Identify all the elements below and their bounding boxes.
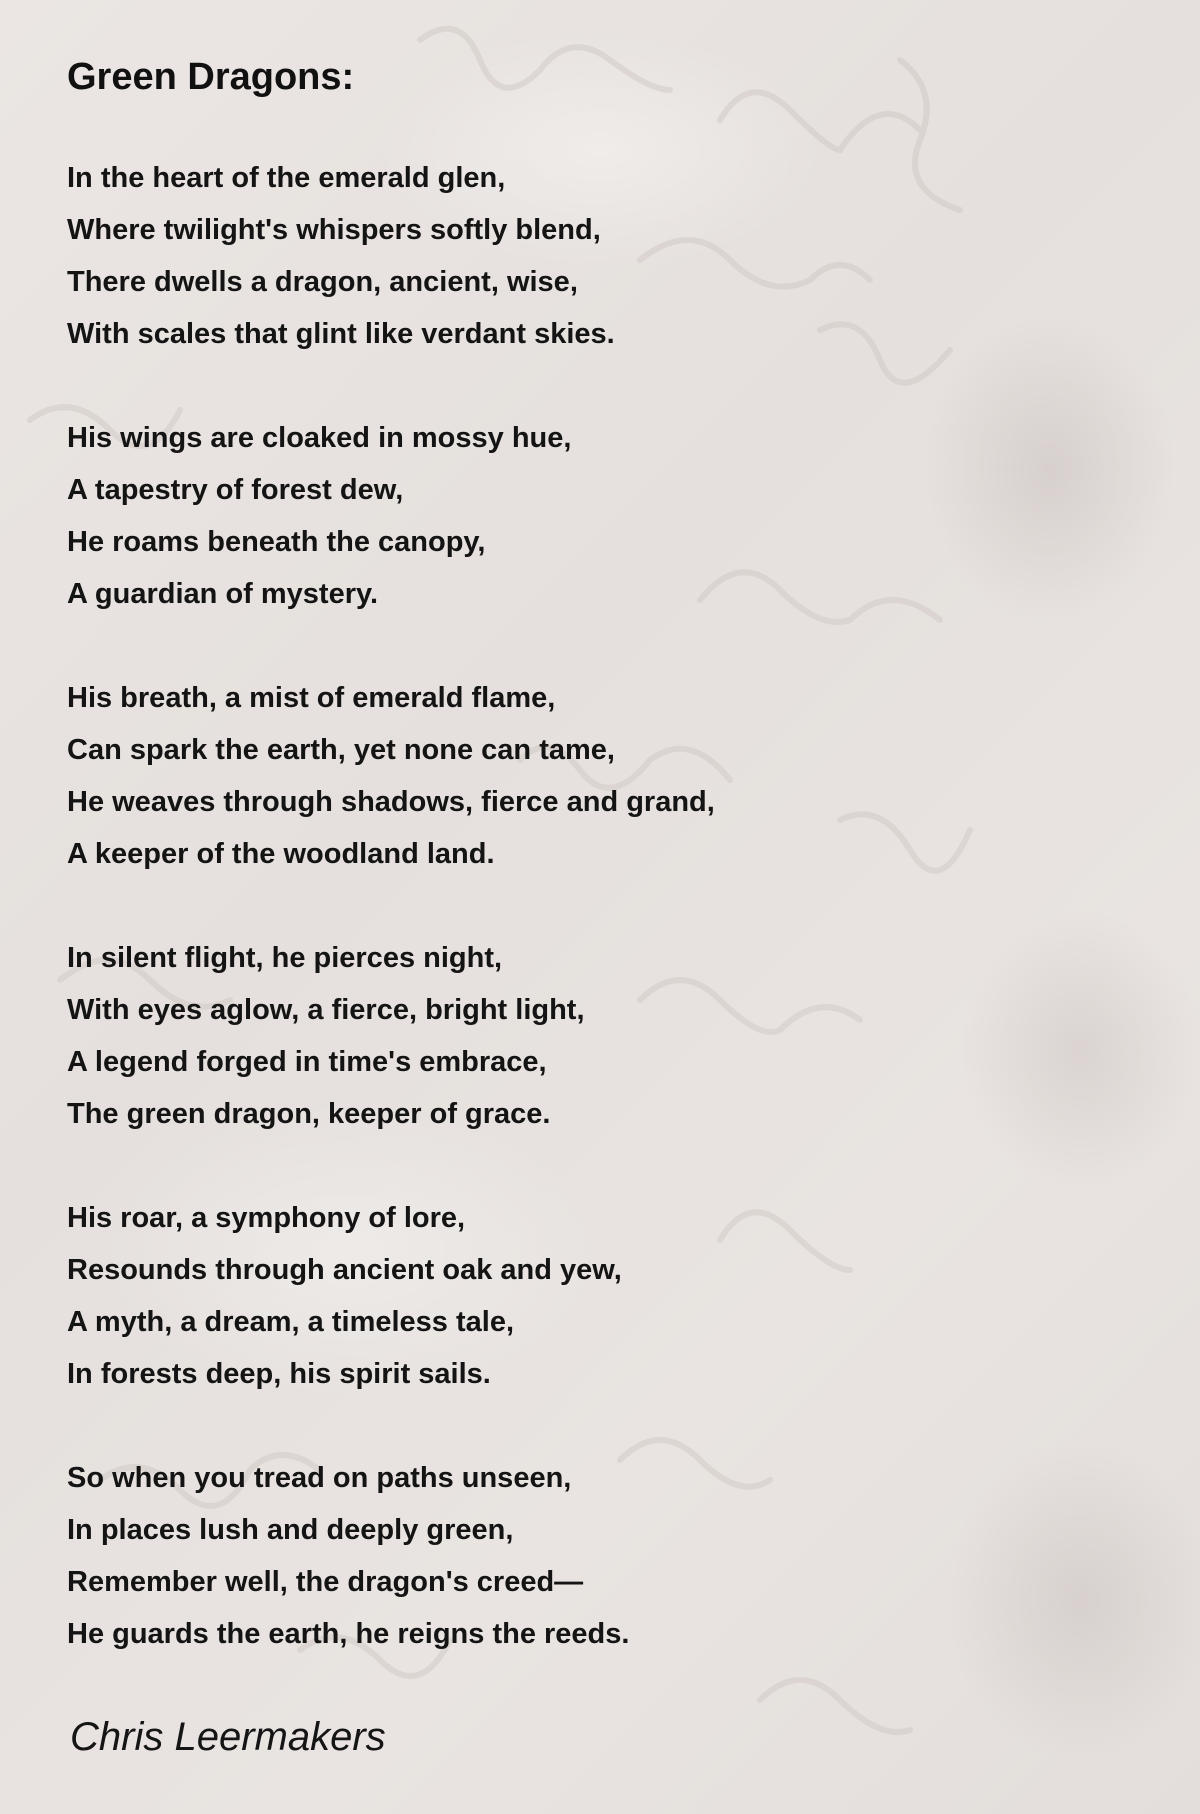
poem-line: A keeper of the woodland land. — [67, 838, 495, 870]
poem-line: The green dragon, keeper of grace. — [67, 1098, 551, 1130]
poem-line: Remember well, the dragon's creed— — [67, 1566, 584, 1598]
poem-line: So when you tread on paths unseen, — [67, 1462, 572, 1494]
poem-line: In places lush and deeply green, — [67, 1514, 514, 1546]
stanza-6 — [67, 1452, 1140, 1660]
poem-line: A myth, a dream, a timeless tale, — [67, 1306, 515, 1338]
poem-line: With scales that glint like verdant skies. — [67, 318, 615, 350]
poem-title: Green Dragons: — [67, 56, 355, 98]
poem-content — [67, 54, 1140, 1712]
poem-line: There dwells a dragon, ancient, wise, — [67, 266, 578, 298]
poem-line: He guards the earth, he reigns the reeds. — [67, 1618, 630, 1650]
stanza-4 — [67, 932, 1140, 1140]
poem-line: A legend forged in time's embrace, — [67, 1046, 547, 1078]
poem-line: His roar, a symphony of lore, — [67, 1202, 466, 1234]
poem-line: His wings are cloaked in mossy hue, — [67, 422, 572, 454]
poem-line: Can spark the earth, yet none can tame, — [67, 734, 615, 766]
poem-line: He weaves through shadows, fierce and grand, — [67, 786, 715, 818]
stanza-5 — [67, 1192, 1140, 1400]
poem-line: A guardian of mystery. — [67, 578, 379, 610]
poem-line: Where twilight's whispers softly blend, — [67, 214, 601, 246]
poem-line: In silent flight, he pierces night, — [67, 942, 503, 974]
poem-line: Resounds through ancient oak and yew, — [67, 1254, 622, 1286]
poem-line: A tapestry of forest dew, — [67, 474, 404, 506]
stanza-1 — [67, 152, 1140, 360]
poem-body — [67, 152, 1140, 1660]
poem-line: He roams beneath the canopy, — [67, 526, 486, 558]
poem-line: His breath, a mist of emerald flame, — [67, 682, 556, 714]
poem-line: With eyes aglow, a fierce, bright light, — [67, 994, 585, 1026]
poem-author: Chris Leermakers — [70, 1715, 386, 1759]
stanza-2 — [67, 412, 1140, 620]
poem-line: In forests deep, his spirit sails. — [67, 1358, 491, 1390]
stanza-3 — [67, 672, 1140, 880]
poem-line: In the heart of the emerald glen, — [67, 162, 506, 194]
